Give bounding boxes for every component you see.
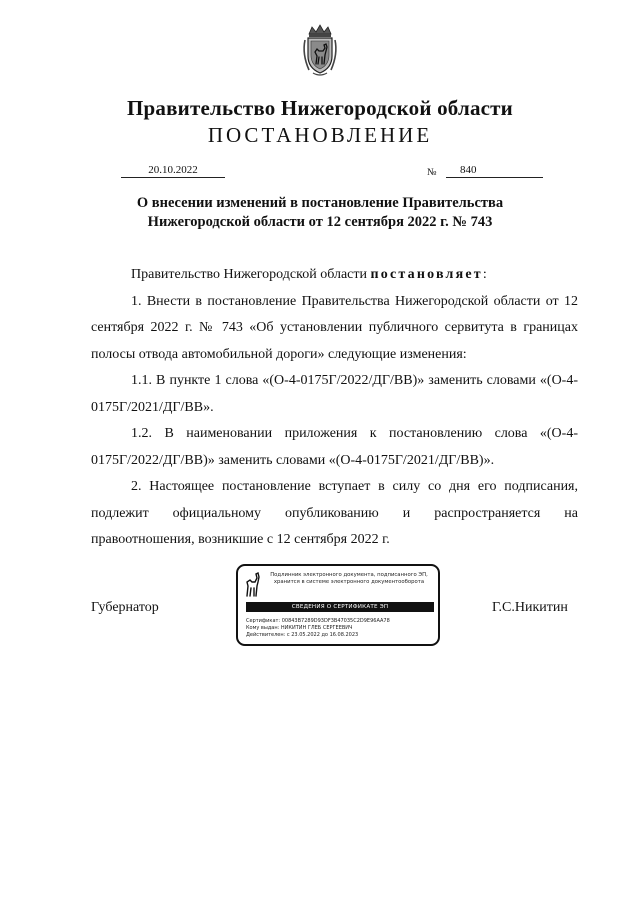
- stamp-header-line-1: Подлинник электронного документа, подписанного ЭП,: [270, 572, 428, 578]
- document-type: ПОСТАНОВЛЕНИЕ: [207, 123, 433, 147]
- valid-label: Действителен:: [246, 632, 286, 638]
- document-number: 840: [446, 164, 543, 178]
- paragraph-1: 1. Внести в постановление Правительства Нижегородской области от 12 сентября 2022 г. № 743 «Об установлении публичного сервитута в границах полосы отвода автомобильной дороги» следующие изменения:: [91, 293, 578, 362]
- stamp-certificate-bar: СВЕДЕНИЯ О СЕРТИФИКАТЕ ЭП: [246, 602, 434, 612]
- nizhny-novgorod-coat-of-arms-icon: [301, 24, 339, 76]
- preamble-end: :: [482, 267, 487, 282]
- document-body: [91, 262, 578, 554]
- electronic-signature-stamp: [236, 564, 440, 646]
- valid-value: с 23.05.2022 до 16.08.2023: [286, 632, 359, 638]
- stamp-cert-row: [246, 618, 436, 625]
- paragraph-1-2: 1.2. В наименовании приложения к постановлению слова «(О-4-0175Г/2022/ДГ/ВВ)» заменить словами «(О-4-0175Г/2021/ДГ/ВВ)».: [91, 426, 578, 468]
- issued-label: Кому выдан:: [246, 625, 280, 631]
- paragraph-1-1: 1.1. В пункте 1 слова «(О-4-0175Г/2022/ДГ/ВВ)» заменить словами «(О-4-0175Г/2021/ДГ/ВВ».: [91, 373, 578, 415]
- preamble-emphasis: постановляет: [370, 267, 483, 282]
- preamble-paragraph: [91, 262, 578, 289]
- preamble-text: Правительство Нижегородской области: [131, 267, 371, 282]
- subject-line-2: Нижегородской области от 12 сентября 2022 г. № 743: [147, 214, 493, 230]
- cert-value: 00843B7289D93DF3B47035C2D9E96AA78: [281, 618, 390, 624]
- issued-value: НИКИТИН ГЛЕБ СЕРГЕЕВИЧ: [280, 625, 353, 631]
- stamp-certificate-details: [246, 618, 436, 639]
- stamp-issued-row: [246, 625, 436, 632]
- deer-emblem-icon: [245, 572, 261, 598]
- signatory-position: Губернатор: [91, 600, 159, 615]
- document-subject: [60, 194, 580, 232]
- subject-line-1: О внесении изменений в постановление Правительства: [136, 195, 504, 211]
- number-label: №: [427, 167, 437, 178]
- stamp-valid-row: [246, 632, 436, 639]
- paragraph-2: 2. Настоящее постановление вступает в силу со дня его подписания, подлежит официальному опубликованию и распространяется на правоотношения, возникшие с 12 сентября 2022 г.: [91, 479, 578, 547]
- document-date: 20.10.2022: [121, 164, 225, 178]
- stamp-header-line-2: хранится в системе электронного документооборота: [273, 579, 425, 585]
- cert-label: Сертификат:: [246, 618, 281, 624]
- signatory-name: Г.С.Никитин: [492, 600, 568, 615]
- stamp-header: [264, 572, 434, 586]
- organization-name: Правительство Нижегородской области: [127, 96, 513, 120]
